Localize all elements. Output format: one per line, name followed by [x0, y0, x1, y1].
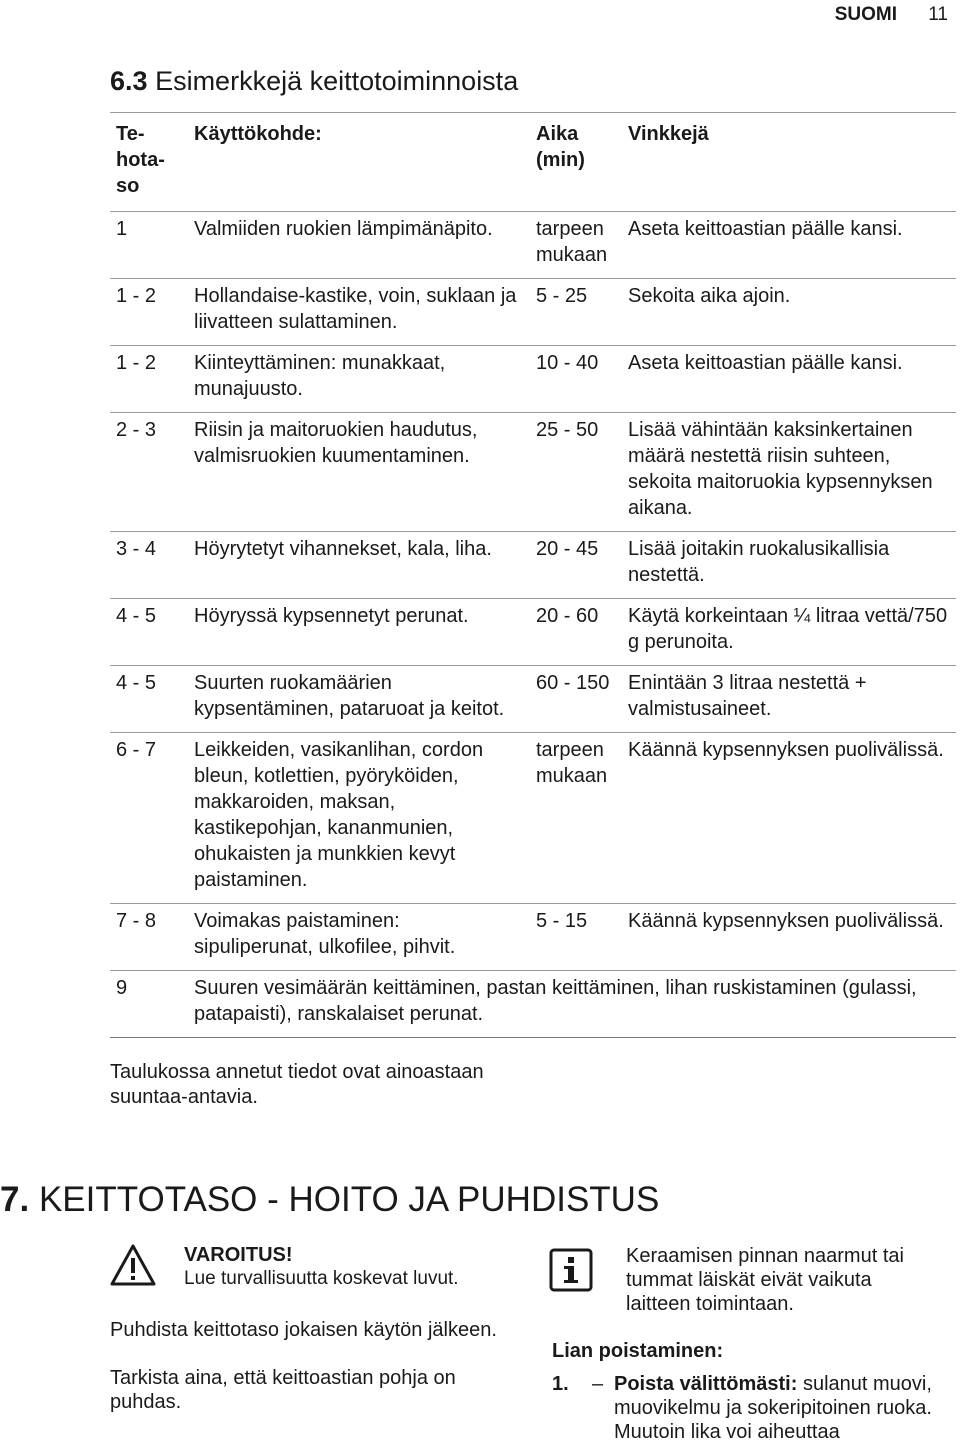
cell-use: Kiinteyttäminen: munakkaat, munajuusto. [188, 346, 530, 413]
cell-level: 4 - 5 [110, 666, 188, 733]
step-bold-text: Poista välittömästi: [614, 1373, 798, 1395]
header-tips: Vinkkejä [622, 113, 956, 212]
table-header-row [110, 113, 956, 212]
warning-triangle-icon [110, 1244, 156, 1286]
warning-title: VAROITUS! [184, 1244, 293, 1266]
table-row [110, 599, 956, 666]
cell-level: 6 - 7 [110, 733, 188, 904]
step-body [614, 1372, 944, 1444]
cell-time: 5 - 25 [530, 279, 622, 346]
cell-level: 3 - 4 [110, 532, 188, 599]
cell-tips: Käännä kypsennyksen puolivälissä. [622, 733, 956, 904]
dirt-removal-title: Lian poistaminen: [552, 1340, 724, 1362]
table-row [110, 346, 956, 413]
cell-time: 25 - 50 [530, 413, 622, 532]
table-row [110, 279, 956, 346]
cell-time: 10 - 40 [530, 346, 622, 413]
page-header [835, 4, 948, 26]
cell-use: Hollandaise-kastike, voin, suklaan ja liivatteen sulattaminen. [188, 279, 530, 346]
cell-tips: Enintään 3 litraa nestettä + valmistusaineet. [622, 666, 956, 733]
cell-use: Voimakas paistaminen: sipuliperunat, ulkofilee, pihvit. [188, 904, 530, 971]
cell-tips: Sekoita aika ajoin. [622, 279, 956, 346]
cell-time: 60 - 150 [530, 666, 622, 733]
chapter-title [0, 1180, 659, 1220]
table-row [110, 666, 956, 733]
header-time: Aika (min) [530, 113, 622, 212]
cell-use: Suurten ruokamäärien kypsentäminen, pataruoat ja keitot. [188, 666, 530, 733]
cell-tips: Käännä kypsennyksen puolivälissä. [622, 904, 956, 971]
language-label: SUOMI [834, 4, 897, 25]
cell-use: Riisin ja maitoruokien haudutus, valmisruokien kuumentaminen. [188, 413, 530, 532]
cell-use: Suuren vesimäärän keittäminen, pastan keittäminen, lihan ruskistaminen (gulassi, patapaisti), ranskalaiset perunat. [188, 971, 956, 1038]
cell-time: 5 - 15 [530, 904, 622, 971]
cell-use: Höyryssä kypsennetyt perunat. [188, 599, 530, 666]
step-dash: – [592, 1373, 604, 1395]
cell-tips: Aseta keittoastian päälle kansi. [622, 346, 956, 413]
header-use: Käyttökohde: [188, 113, 530, 212]
chapter-title-text: KEITTOTASO - HOITO JA PUHDISTUS [38, 1180, 660, 1219]
cooking-table [110, 112, 956, 1038]
cell-use: Valmiiden ruokien lämpimänäpito. [188, 212, 530, 279]
table-row [110, 212, 956, 279]
cell-level: 9 [110, 971, 188, 1038]
cell-use: Höyrytetyt vihannekset, kala, liha. [188, 532, 530, 599]
cell-time: tarpeen mukaan [530, 733, 622, 904]
cell-time: tarpeen mukaan [530, 212, 622, 279]
table-row [110, 971, 956, 1038]
cell-use: Leikkeiden, vasikanlihan, cordon bleun, kotlettien, pyöryköiden, makkaroiden, maksan, kastikepohjan, kananmunien, ohukaisten ja munkkien kevyt paistaminen. [188, 733, 530, 904]
cell-time: 20 - 45 [530, 532, 622, 599]
cell-tips: Aseta keittoastian päälle kansi. [622, 212, 956, 279]
cell-level: 1 [110, 212, 188, 279]
section-title [110, 66, 518, 97]
table-row [110, 733, 956, 904]
check-paragraph: Tarkista aina, että keittoastian pohja on puhdas. [110, 1367, 456, 1413]
header-level: Te-hota-so [110, 113, 188, 212]
cell-tips: Lisää joitakin ruokalusikallisia nestettä. [622, 532, 956, 599]
chapter-number: 7. [0, 1180, 30, 1219]
warning-text: Lue turvallisuutta koskevat luvut. [184, 1268, 459, 1289]
cell-tips: Lisää vähintään kaksinkertainen määrä nestettä riisin suhteen, sekoita maitoruokia kypsennyksen aikana. [622, 413, 956, 532]
table-row [110, 904, 956, 971]
cell-time: 20 - 60 [530, 599, 622, 666]
cleaning-paragraph: Puhdista keittotaso jokaisen käytön jälkeen. [110, 1319, 497, 1341]
table-row [110, 532, 956, 599]
cell-level: 2 - 3 [110, 413, 188, 532]
step-text: sulanut muovi, muovikelmu ja sokeripitoinen ruoka. Muutoin lika voi aiheuttaa [614, 1373, 932, 1443]
cell-level: 7 - 8 [110, 904, 188, 971]
table-row [110, 413, 956, 532]
cell-tips: Käytä korkeintaan ¼ litraa vettä/750 g perunoita. [622, 599, 956, 666]
cell-level: 4 - 5 [110, 599, 188, 666]
section-title-text: Esimerkkejä keittotoiminnoista [155, 66, 519, 96]
table-note: Taulukossa annetut tiedot ovat ainoastaan suuntaa-antavia. [110, 1061, 484, 1108]
section-number: 6.3 [110, 66, 148, 96]
cell-level: 1 - 2 [110, 346, 188, 413]
step-number: 1. [552, 1373, 569, 1395]
info-icon [549, 1248, 593, 1292]
info-text: Keraamisen pinnan naarmut tai tummat läiskät eivät vaikuta laitteen toimintaan. [626, 1245, 904, 1315]
cell-level: 1 - 2 [110, 279, 188, 346]
page-number: 11 [928, 4, 948, 25]
